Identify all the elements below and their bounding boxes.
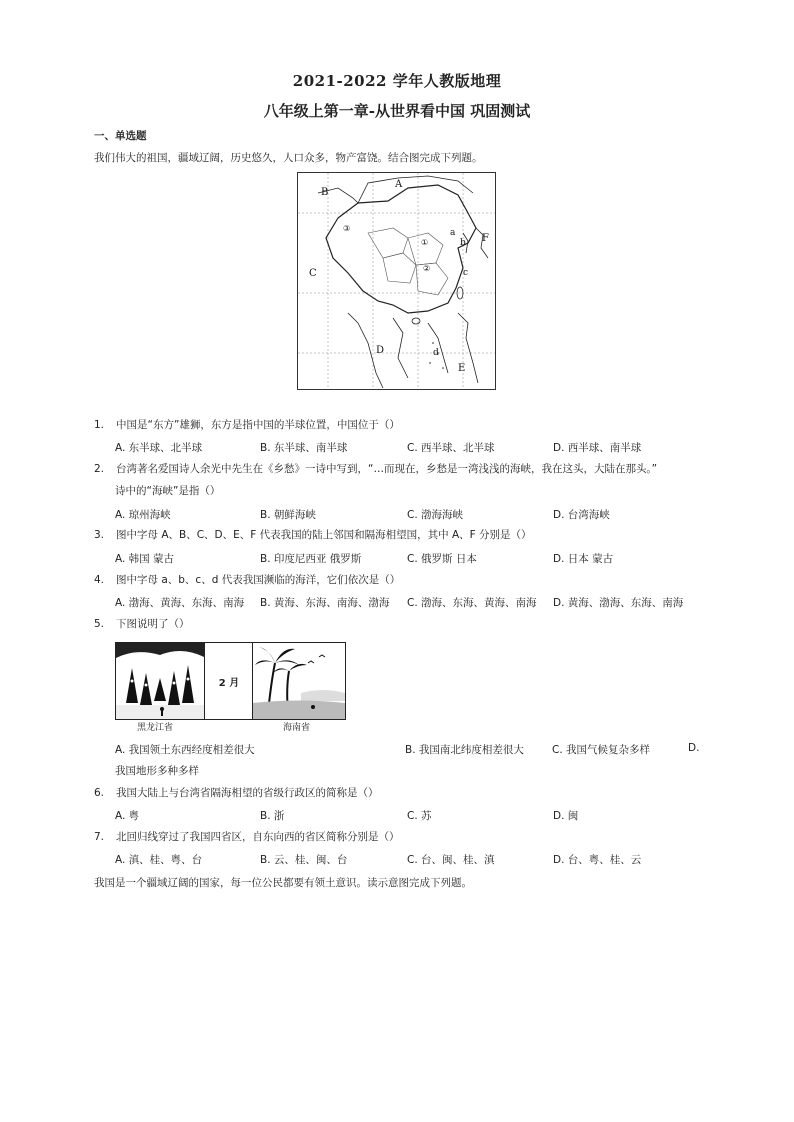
snow-forest-icon bbox=[116, 643, 204, 719]
question-7 bbox=[94, 830, 714, 844]
question-stem: 下图说明了（） bbox=[116, 618, 190, 630]
question-2-line2: 诗中的“海峡”是指（） bbox=[115, 485, 221, 497]
map-letter: b bbox=[460, 238, 466, 248]
question-stem: 我国大陆上与台湾省隔海相望的省级行政区的简称是（） bbox=[116, 787, 379, 799]
option-a[interactable]: A. 我国领土东西经度相差很大 bbox=[115, 744, 255, 756]
option-b[interactable]: B. 云、桂、闽、台 bbox=[260, 854, 348, 866]
option-b[interactable]: B. 黄海、东海、南海、渤海 bbox=[260, 597, 390, 609]
right-caption: 海南省 bbox=[283, 723, 311, 733]
intro-text-2: 我国是一个疆域辽阔的国家，每一位公民都要有领土意识。读示意图完成下列题。 bbox=[94, 877, 472, 889]
option-b[interactable]: B. 印度尼西亚 俄罗斯 bbox=[260, 553, 362, 565]
option-d-text[interactable]: 我国地形多种多样 bbox=[115, 765, 199, 777]
palm-beach-icon bbox=[253, 643, 345, 719]
china-map-icon bbox=[298, 173, 495, 389]
season-comparison-figure bbox=[115, 642, 345, 734]
map-letter: A bbox=[395, 179, 403, 190]
option-d[interactable]: D. 日本 蒙古 bbox=[553, 553, 614, 565]
question-number: 5. bbox=[94, 618, 105, 630]
question-number: 1. bbox=[94, 419, 105, 431]
map-letter: a bbox=[450, 228, 456, 238]
option-c[interactable]: C. 渤海海峡 bbox=[407, 509, 464, 521]
option-a[interactable]: A. 东半球、北半球 bbox=[115, 442, 203, 454]
question-stem: 中国是“东方”雄狮，东方是指中国的半球位置，中国位于（） bbox=[116, 419, 400, 431]
option-d[interactable]: D. 台湾海峡 bbox=[553, 509, 610, 521]
question-6 bbox=[94, 786, 714, 800]
map-letter: B bbox=[321, 187, 329, 198]
option-a[interactable]: A. 滇、桂、粤、台 bbox=[115, 854, 203, 866]
option-d[interactable]: D. bbox=[688, 742, 700, 754]
hainan-image bbox=[252, 642, 346, 720]
option-a[interactable]: A. 渤海、黄海、东海、南海 bbox=[115, 597, 245, 609]
question-stem: 北回归线穿过了我国四省区，自东向西的省区简称分别是（） bbox=[116, 831, 400, 843]
map-letter: c bbox=[463, 268, 469, 278]
option-d[interactable]: D. 闽 bbox=[553, 810, 579, 822]
question-number: 6. bbox=[94, 787, 105, 799]
map-letter: ② bbox=[423, 264, 431, 273]
question-stem: 台湾著名爱国诗人余光中先生在《乡愁》一诗中写到，“…而现在，乡愁是一湾浅浅的海峡，我在这头，大陆在那头。” bbox=[116, 463, 658, 475]
question-5 bbox=[94, 617, 714, 631]
option-c[interactable]: C. 俄罗斯 日本 bbox=[407, 553, 477, 565]
map-letter: D bbox=[376, 345, 385, 356]
option-a[interactable]: A. 粤 bbox=[115, 810, 140, 822]
heilongjiang-image bbox=[115, 642, 205, 720]
option-b[interactable]: B. 我国南北纬度相差很大 bbox=[405, 744, 524, 756]
section-title: 一、单选题 bbox=[94, 130, 147, 142]
month-label: 2 月 bbox=[204, 642, 254, 720]
china-map-figure bbox=[297, 172, 496, 390]
left-caption: 黑龙江省 bbox=[137, 723, 174, 733]
map-letter: C bbox=[309, 268, 317, 279]
option-c[interactable]: C. 我国气候复杂多样 bbox=[552, 744, 651, 756]
question-4 bbox=[94, 573, 714, 587]
map-letter: E bbox=[458, 363, 466, 374]
option-b[interactable]: B. 浙 bbox=[260, 810, 285, 822]
option-d[interactable]: D. 西半球、南半球 bbox=[553, 442, 642, 454]
map-letter: d bbox=[433, 348, 439, 358]
question-number: 4. bbox=[94, 574, 105, 586]
option-b[interactable]: B. 东半球、南半球 bbox=[260, 442, 348, 454]
option-d[interactable]: D. 黄海、渤海、东海、南海 bbox=[553, 597, 684, 609]
map-letter: ③ bbox=[343, 224, 351, 233]
option-c[interactable]: C. 西半球、北半球 bbox=[407, 442, 495, 454]
question-number: 3. bbox=[94, 529, 105, 541]
option-a[interactable]: A. 琼州海峡 bbox=[115, 509, 171, 521]
question-1 bbox=[94, 418, 714, 432]
question-stem: 图中字母 a、b、c、d 代表我国濒临的海洋，它们依次是（） bbox=[116, 574, 401, 586]
intro-text-1: 我们伟大的祖国，疆域辽阔，历史悠久，人口众多，物产富饶。结合图完成下列题。 bbox=[94, 152, 483, 164]
question-number: 7. bbox=[94, 831, 105, 843]
question-number: 2. bbox=[94, 463, 105, 475]
map-letter: F bbox=[482, 233, 489, 244]
question-stem: 图中字母 A、B、C、D、E、F 代表我国的陆上邻国和隔海相望国，其中 A、F 分别是（） bbox=[116, 529, 532, 541]
map-letter: ① bbox=[421, 238, 429, 247]
option-a[interactable]: A. 韩国 蒙古 bbox=[115, 553, 175, 565]
option-d[interactable]: D. 台、粤、桂、云 bbox=[553, 854, 642, 866]
option-c[interactable]: C. 台、闽、桂、滇 bbox=[407, 854, 495, 866]
question-3 bbox=[94, 528, 714, 542]
option-b[interactable]: B. 朝鲜海峡 bbox=[260, 509, 316, 521]
option-c[interactable]: C. 苏 bbox=[407, 810, 432, 822]
option-c[interactable]: C. 渤海、东海、黄海、南海 bbox=[407, 597, 537, 609]
question-2 bbox=[94, 462, 724, 476]
title-line-1: 2021-2022 学年人教版地理 bbox=[292, 72, 502, 90]
title-line-2: 八年级上第一章-从世界看中国 巩固测试 bbox=[263, 102, 531, 120]
